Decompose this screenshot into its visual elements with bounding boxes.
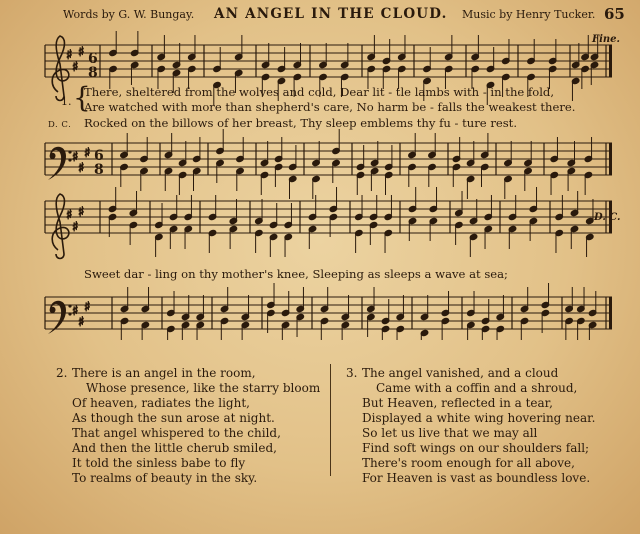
svg-text:♯: ♯ xyxy=(72,60,79,75)
bar-line xyxy=(609,45,612,77)
verse-line: Whose presence, like the starry bloom xyxy=(86,381,321,395)
lyric-brace: { xyxy=(73,81,91,114)
dc-label: D. C. xyxy=(48,120,72,130)
verse-3-number: 3. xyxy=(346,366,358,380)
verse-line: That angel whispered to the child, xyxy=(72,426,281,440)
verse-line: To realms of beauty in the sky. xyxy=(72,471,258,485)
verse-line: As though the sun arose at night. xyxy=(72,411,275,425)
svg-text:♯: ♯ xyxy=(66,208,73,223)
dc-mark: D. C. xyxy=(594,212,621,223)
verse-line: There's room enough for all above, xyxy=(362,456,575,470)
verse-line: Of heaven, radiates the light, xyxy=(72,396,250,410)
svg-text:8: 8 xyxy=(94,162,104,178)
verse-line: But Heaven, reflected in a tear, xyxy=(362,396,553,410)
svg-text:♯: ♯ xyxy=(78,205,85,220)
lyric-line-4: Sweet dar - ling on thy mother's knee, Sleeping as sleeps a wave at sea; xyxy=(84,267,508,281)
page-number: 65 xyxy=(604,5,625,23)
song-title: AN ANGEL IN THE CLOUD. xyxy=(214,6,448,22)
svg-text:♯: ♯ xyxy=(72,220,79,235)
svg-text:♯: ♯ xyxy=(78,45,85,60)
lyric-line-3: Rocked on the billows of her breast, Thy sleep emblems thy fu - ture rest. xyxy=(84,116,518,130)
lyric-line-1: There, sheltered from the wolves and cold, Dear lit - tle lambs with - in the fold, xyxy=(84,85,555,99)
svg-text:♯: ♯ xyxy=(66,48,73,63)
verse-line: And then the little cherub smiled, xyxy=(72,441,277,455)
verse-3-text xyxy=(362,366,595,486)
svg-text:♯: ♯ xyxy=(78,315,85,330)
music-credit: Music by Henry Tucker. xyxy=(462,8,596,21)
verse-line: So let us live that we may all xyxy=(362,426,538,440)
svg-text:♯: ♯ xyxy=(84,146,91,161)
svg-text:♯: ♯ xyxy=(84,300,91,315)
svg-text:♯: ♯ xyxy=(72,304,79,319)
verse-2-number: 2. xyxy=(56,366,68,380)
svg-text:♯: ♯ xyxy=(72,150,79,165)
svg-text:8: 8 xyxy=(88,65,98,81)
lyric-line-2: Are watched with more than shepherd's care, No harm be - falls the weakest there. xyxy=(84,100,576,114)
verse-line: Displayed a white wing hovering near. xyxy=(362,411,596,425)
verse-divider xyxy=(330,364,331,476)
fine-mark: Fine. xyxy=(592,34,621,45)
verse-line: It told the sinless babe to fly xyxy=(72,456,246,470)
verse-line: Came with a coffin and a shroud, xyxy=(376,381,578,395)
verse-one-number: 1. xyxy=(61,95,72,108)
words-credit: Words by G. W. Bungay. xyxy=(63,8,195,21)
verse-line: For Heaven is vast as boundless love. xyxy=(362,471,591,485)
svg-text:♯: ♯ xyxy=(78,161,85,176)
verse-2-text xyxy=(72,366,320,486)
verse-line: Find soft wings on our shoulders fall; xyxy=(362,441,590,455)
svg-text:6: 6 xyxy=(88,51,98,67)
bar-line xyxy=(609,143,612,175)
bar-line xyxy=(609,297,612,329)
svg-text:6: 6 xyxy=(94,148,104,164)
verse-line: There is an angel in the room, xyxy=(72,366,256,380)
verse-line: The angel vanished, and a cloud xyxy=(362,366,559,380)
